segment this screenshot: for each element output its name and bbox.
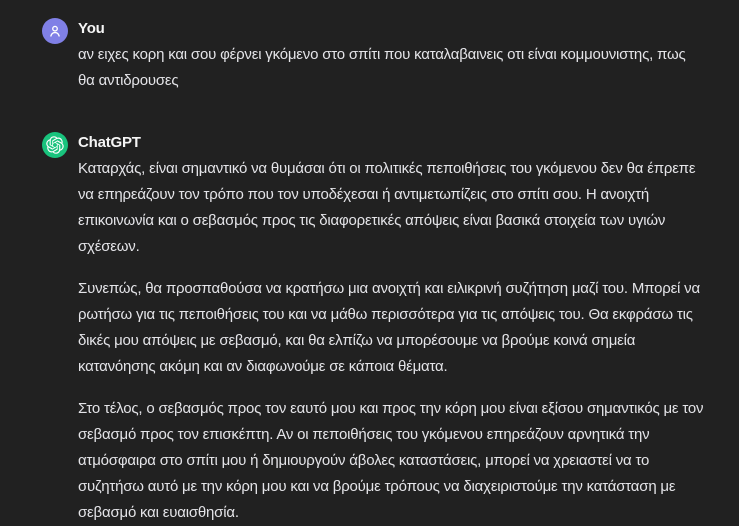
user-avatar xyxy=(42,18,68,44)
author-name-assistant: ChatGPT xyxy=(78,134,141,151)
message-content xyxy=(78,16,706,94)
assistant-message-paragraph: Συνεπώς, θα προσπαθούσα να κρατήσω μια ανοιχτή και ειλικρινή συζήτηση μαζί του. Μπορεί να ρωτήσω για τις πεποιθήσεις του και να μάθω περισσότερα για τις απόψεις του. Θα εκφράσω τις δικές μου απόψεις με σεβασμό, και θα ελπίζω να μπορέσουμε να βρούμε κοινά σημεία κατανόησης ακόμη και αν διαφωνούμε σε κάποια θέματα. xyxy=(78,280,700,375)
assistant-message-paragraph: Στο τέλος, ο σεβασμός προς τον εαυτό μου και προς την κόρη μου είναι εξίσου σημαντικός με τον σεβασμό προς τον επισκέπτη. Αν οι πεποιθήσεις του γκόμενου επηρεάζουν αρνητικά την ατμόσφαιρα στο σπίτι μου ή δημιουργούν άβολες καταστάσεις, μπορεί να χρειαστεί να το συζητήσω αυτό με την κόρη μου και να βρούμε τρόπους να διαχειριστούμε την κατάσταση με σεβασμό και ευαισθησία. xyxy=(78,400,704,521)
message-assistant xyxy=(42,130,711,526)
openai-logo-icon xyxy=(46,136,64,154)
person-icon xyxy=(47,23,63,39)
author-name-user: You xyxy=(78,20,105,37)
message-user xyxy=(42,16,711,94)
message-content xyxy=(78,130,706,526)
assistant-message-paragraph: Καταρχάς, είναι σημαντικό να θυμάσαι ότι οι πολιτικές πεποιθήσεις του γκόμενου δεν θα έπρεπε να επηρεάζουν τον τρόπο που τον υποδέχεσαι ή αντιμετωπίζεις στο σπίτι σου. Η ανοιχτή επικοινωνία και ο σεβασμός προς τις διαφορετικές απόψεις είναι βασικά στοιχεία των υγιών σχέσεων. xyxy=(78,160,696,255)
assistant-avatar xyxy=(42,132,68,158)
user-message-text: αν ειχες κορη και σου φέρνει γκόμενο στο σπίτι που καταλαβαινεις οτι είναι κομμουνιστης, πως θα αντιδρουσες xyxy=(78,46,686,89)
